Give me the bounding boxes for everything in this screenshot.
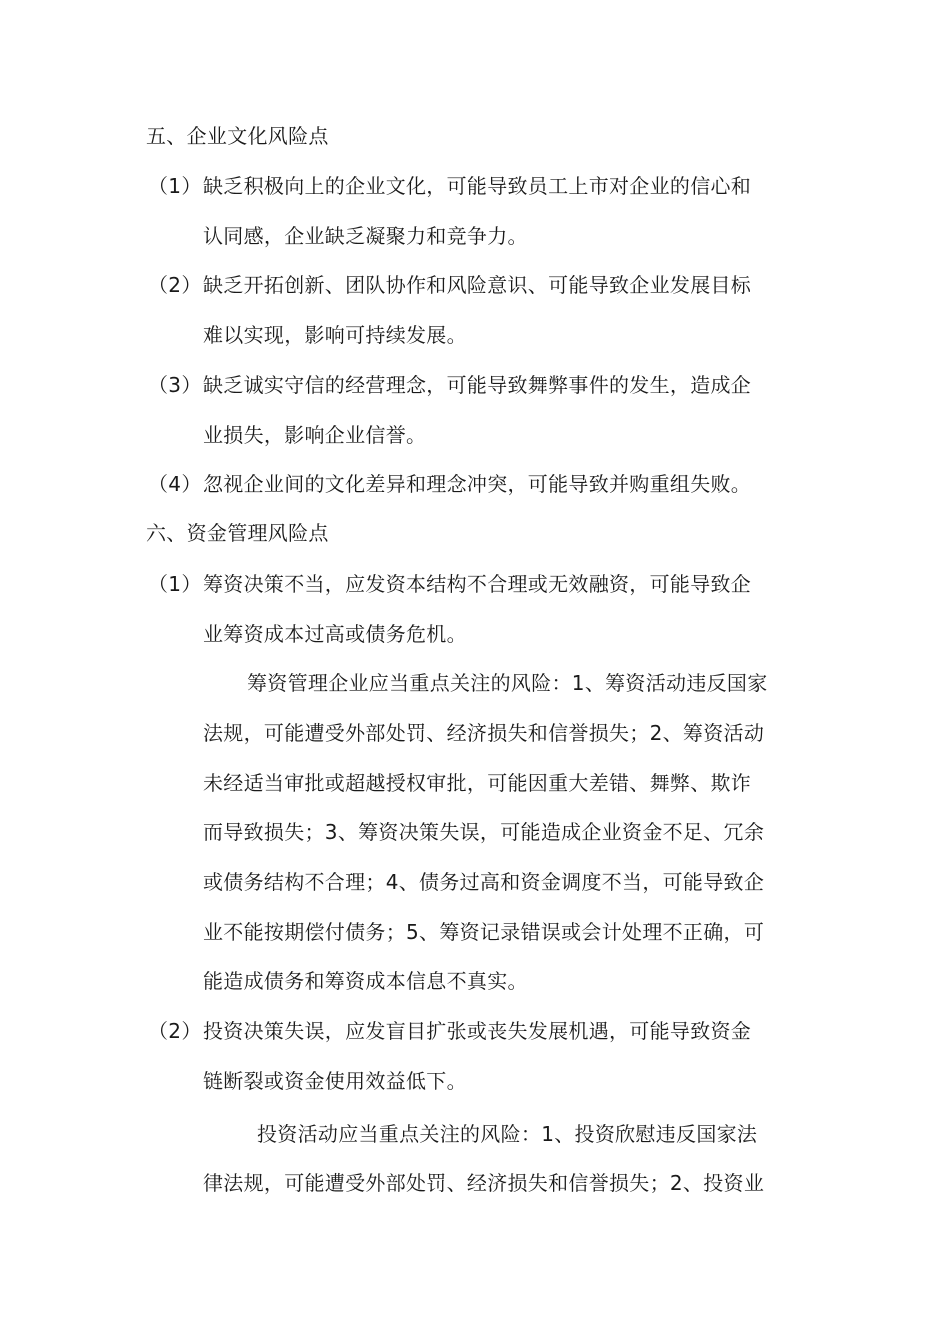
financing-risk-paragraph-line-7: 能造成债务和筹资成本信息不真实。 [203, 969, 528, 993]
section-5-item-2-line-2: 难以实现，影响可持续发展。 [203, 323, 467, 347]
financing-risk-paragraph-line-5: 或债务结构不合理；4、债务过高和资金调度不当，可能导致企 [203, 870, 765, 894]
investment-risk-paragraph-line-1: 投资活动应当重点关注的风险：1、投资欣慰违反国家法 [257, 1122, 758, 1146]
section-5-item-3-line-1: 缺乏诚实守信的经营理念，可能导致舞弊事件的发生，造成企 [203, 373, 752, 397]
section-5-item-2-number: （2） [148, 273, 202, 297]
financing-risk-paragraph-line-4: 而导致损失；3、筹资决策失误，可能造成企业资金不足、冗余 [203, 820, 765, 844]
section-5-item-3-line-2: 业损失，影响企业信誉。 [203, 423, 427, 447]
section-6-item-1-number: （1） [148, 572, 202, 596]
financing-risk-paragraph-line-6: 业不能按期偿付债务；5、筹资记录错误或会计处理不正确，可 [203, 920, 765, 944]
section-5-item-1-number: （1） [148, 174, 202, 198]
section-6-item-2-number: （2） [148, 1019, 202, 1043]
section-5-item-3-number: （3） [148, 373, 202, 397]
section-5-item-1-line-1: 缺乏积极向上的企业文化，可能导致员工上市对企业的信心和 [203, 174, 752, 198]
financing-risk-paragraph-line-2: 法规，可能遭受外部处罚、经济损失和信誉损失；2、筹资活动 [203, 721, 765, 745]
section-5-item-2-line-1: 缺乏开拓创新、团队协作和风险意识、可能导致企业发展目标 [203, 273, 752, 297]
section-6-item-2-line-2: 链断裂或资金使用效益低下。 [203, 1069, 467, 1093]
financing-risk-paragraph-line-1: 筹资管理企业应当重点关注的风险：1、筹资活动违反国家 [247, 671, 768, 695]
section-6-item-2-line-1: 投资决策失误，应发盲目扩张或丧失发展机遇，可能导致资金 [203, 1019, 752, 1043]
section-6-heading: 六、资金管理风险点 [146, 521, 329, 545]
section-6-item-1-line-2: 业筹资成本过高或债务危机。 [203, 622, 467, 646]
financing-risk-paragraph-line-3: 未经适当审批或超越授权审批，可能因重大差错、舞弊、欺诈 [203, 771, 752, 795]
section-5-item-1-line-2: 认同感，企业缺乏凝聚力和竞争力。 [203, 224, 528, 248]
section-5-heading: 五、企业文化风险点 [146, 124, 329, 148]
section-5-item-4-number: （4） [148, 472, 202, 496]
section-6-item-1-line-1: 筹资决策不当，应发资本结构不合理或无效融资，可能导致企 [203, 572, 752, 596]
investment-risk-paragraph-line-2: 律法规，可能遭受外部处罚、经济损失和信誉损失；2、投资业 [203, 1171, 765, 1195]
section-5-item-4-line-1: 忽视企业间的文化差异和理念冲突，可能导致并购重组失败。 [203, 472, 752, 496]
